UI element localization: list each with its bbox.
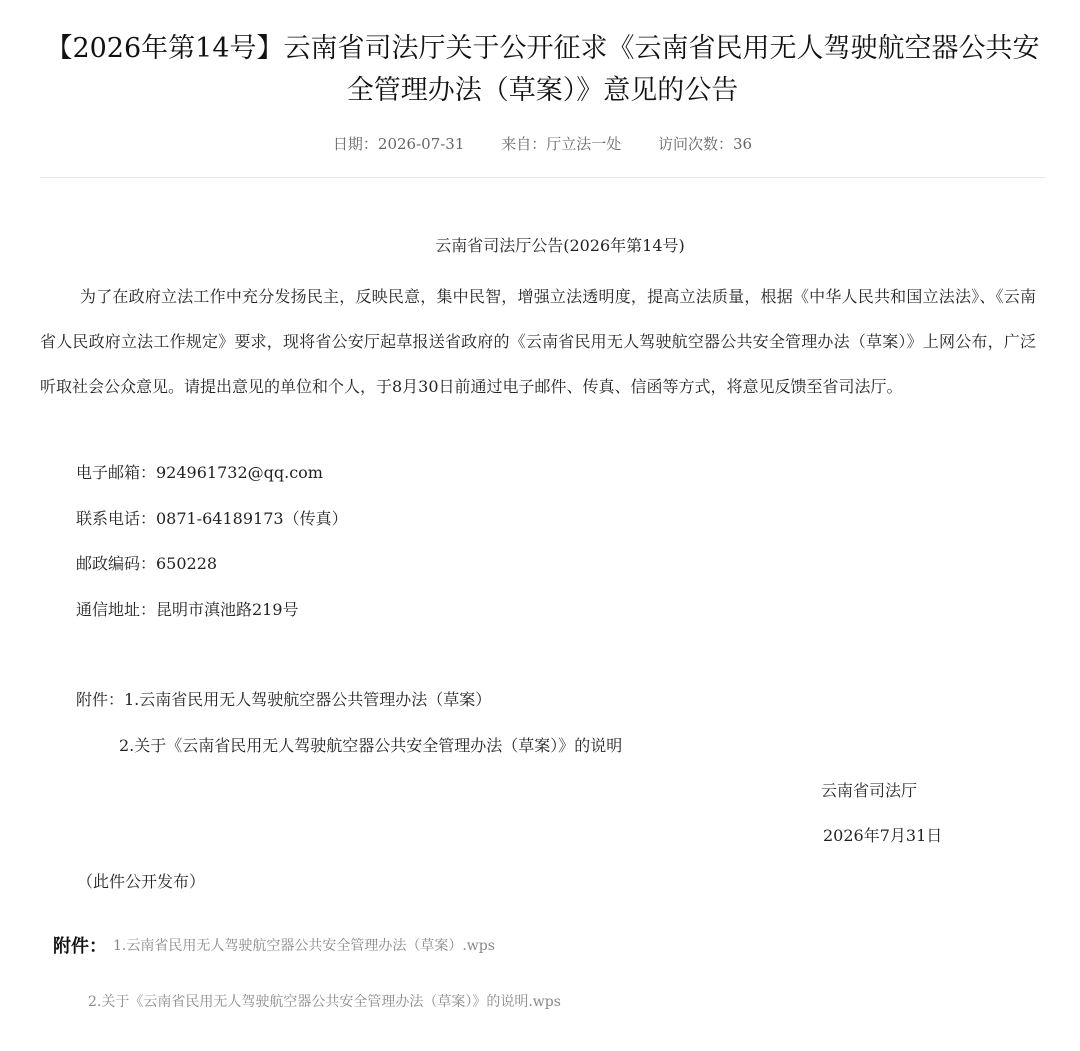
- contact-phone: 联系电话：0871-64189173（传真）: [76, 509, 348, 528]
- signature-date: 2026年7月31日: [823, 826, 943, 845]
- notice-number: 云南省司法厅公告(2026年第14号): [435, 236, 685, 255]
- download-link-file-2[interactable]: 2.关于《云南省民用无人驾驶航空器公共安全管理办法（草案）》的说明.wps: [88, 994, 561, 1010]
- page-title: 【2026年第14号】云南省司法厅关于公开征求《云南省民用无人驾驶航空器公共安全管理办法（草案）》意见的公告: [45, 33, 1040, 106]
- attachment-item-1: 附件：1.云南省民用无人驾驶航空器公共管理办法（草案）: [76, 690, 492, 709]
- contact-email: 电子邮箱：924961732@qq.com: [76, 463, 323, 482]
- article-meta: [40, 133, 1045, 154]
- attachment-item-2: 2.关于《云南省民用无人驾驶航空器公共安全管理办法（草案）》的说明: [119, 736, 623, 755]
- signature-org: 云南省司法厅: [821, 781, 918, 800]
- download-attachments-label: 附件：: [53, 936, 107, 957]
- contact-address: 通信地址：昆明市滇池路219号: [76, 600, 299, 619]
- visit-count: 访问次数：36: [657, 135, 753, 153]
- notice-body-paragraph: 为了在政府立法工作中充分发扬民主，反映民意，集中民智，增强立法透明度，提高立法质量，根据《中华人民共和国立法法》、《云南省人民政府立法工作规定》要求，现将省公安厅起草报送省政府的《云南省民用无人驾驶航空器公共安全管理办法（草案）》上网公布，广泛听取社会公众意见。请提出意见的单位和个人，于8月30日前通过电子邮件、传真、信函等方式，将意见反馈至省司法厅。: [40, 287, 1036, 396]
- contact-postcode: 邮政编码：650228: [76, 554, 218, 573]
- source-department: 来自：厅立法一处: [501, 135, 622, 153]
- publish-date: 日期：2026-07-31: [332, 135, 465, 153]
- download-link-file-1[interactable]: 1.云南省民用无人驾驶航空器公共安全管理办法（草案）.wps: [113, 938, 495, 954]
- header-divider: [40, 177, 1045, 178]
- publish-note: （此件公开发布）: [77, 872, 206, 891]
